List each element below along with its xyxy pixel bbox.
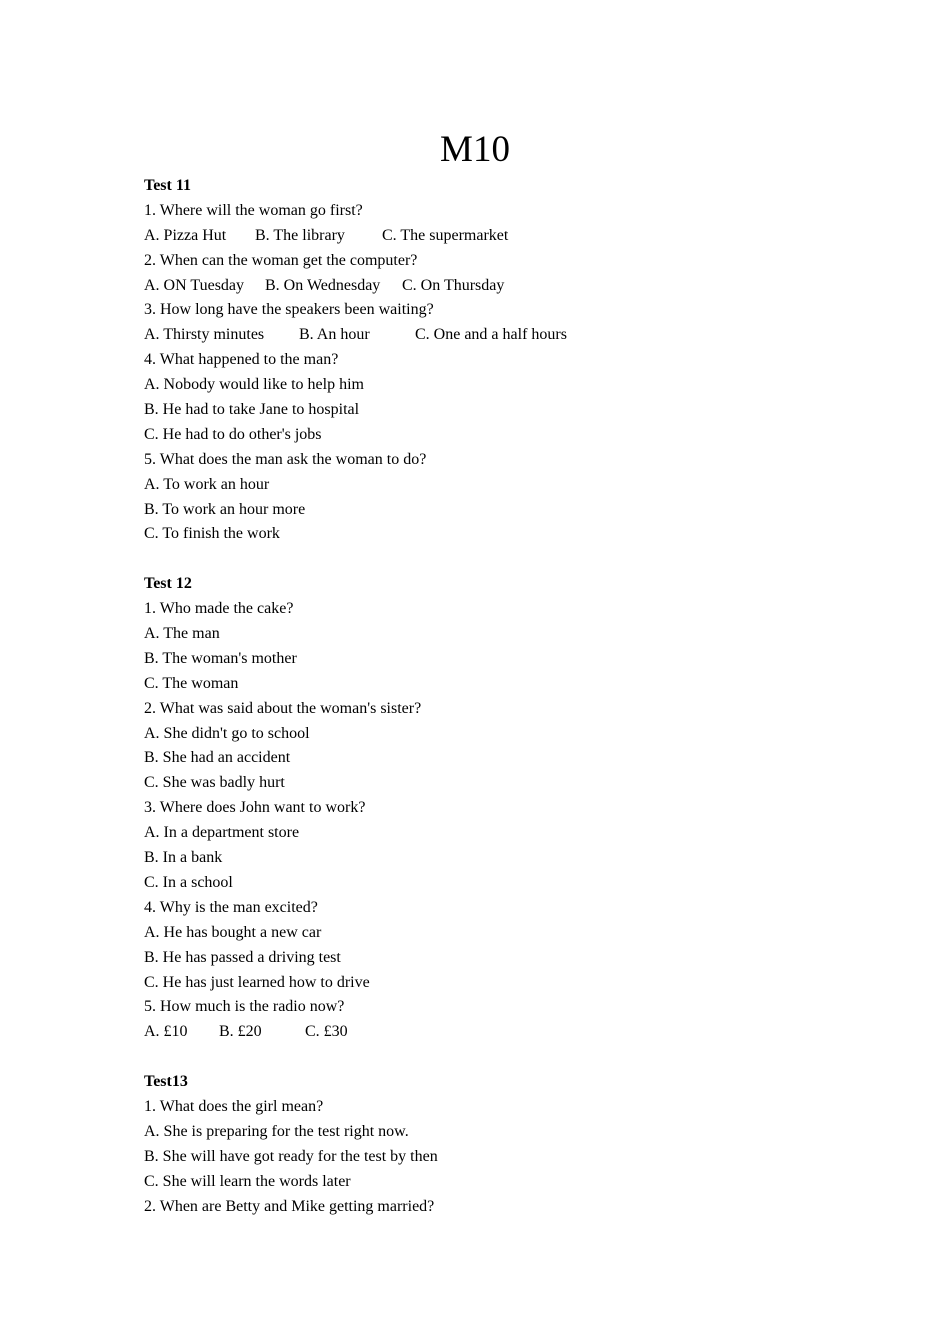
answer-options-row bbox=[144, 1020, 844, 1045]
answer-option: B. To work an hour more bbox=[144, 500, 306, 518]
answer-option: A. The man bbox=[144, 625, 220, 643]
answer-option: B. In a bank bbox=[144, 849, 223, 867]
answer-option: A. Pizza Hut bbox=[144, 226, 227, 244]
question-text: 5. What does the man ask the woman to do? bbox=[144, 450, 427, 468]
answer-option: C. He has just learned how to drive bbox=[144, 973, 370, 991]
blank-line bbox=[144, 547, 844, 572]
answer-option: A. Thirsty minutes bbox=[144, 326, 265, 344]
answer-option: A. She is preparing for the test right now. bbox=[144, 1122, 409, 1140]
question-text: 5. How much is the radio now? bbox=[144, 998, 345, 1016]
question-text: 2. When are Betty and Mike getting married? bbox=[144, 1197, 435, 1215]
answer-option: B. The woman's mother bbox=[144, 649, 297, 667]
answer-option: A. She didn't go to school bbox=[144, 724, 310, 742]
question-text: 1. Where will the woman go first? bbox=[144, 201, 363, 219]
answer-option: B. An hour bbox=[299, 326, 370, 344]
answer-option: B. She had an accident bbox=[144, 749, 291, 767]
page-title: M10 bbox=[440, 129, 510, 170]
answer-option: C. One and a half hours bbox=[415, 326, 567, 344]
answer-options-row bbox=[144, 274, 844, 299]
answer-option: C. She will learn the words later bbox=[144, 1172, 351, 1190]
answer-option: B. He had to take Jane to hospital bbox=[144, 401, 360, 419]
answer-option: C. She was badly hurt bbox=[144, 774, 285, 792]
section-heading: Test 11 bbox=[144, 177, 191, 194]
answer-option: A. In a department store bbox=[144, 824, 300, 842]
answer-option: C. On Thursday bbox=[402, 276, 505, 294]
answer-options-row bbox=[144, 224, 844, 249]
answer-option: C. He had to do other's jobs bbox=[144, 425, 322, 443]
answer-option: A. He has bought a new car bbox=[144, 923, 322, 941]
blank-line bbox=[144, 1045, 844, 1070]
question-text: 2. What was said about the woman's sister? bbox=[144, 699, 422, 717]
answer-option: A. ON Tuesday bbox=[144, 276, 245, 294]
answer-option: B. £20 bbox=[219, 1023, 262, 1041]
answer-option: C. The woman bbox=[144, 674, 239, 692]
answer-options-row bbox=[144, 323, 844, 348]
answer-option: A. To work an hour bbox=[144, 475, 270, 493]
answer-option: A. Nobody would like to help him bbox=[144, 376, 364, 394]
question-text: 2. When can the woman get the computer? bbox=[144, 251, 418, 269]
question-text: 3. How long have the speakers been waiting? bbox=[144, 301, 434, 319]
answer-option: B. He has passed a driving test bbox=[144, 948, 341, 966]
answer-option: B. The library bbox=[255, 226, 345, 244]
answer-option: B. On Wednesday bbox=[265, 276, 381, 294]
question-text: 4. What happened to the man? bbox=[144, 351, 339, 369]
question-text: 4. Why is the man excited? bbox=[144, 898, 318, 916]
answer-option: C. The supermarket bbox=[382, 226, 509, 244]
question-text: 1. What does the girl mean? bbox=[144, 1097, 324, 1115]
answer-option: B. She will have got ready for the test by then bbox=[144, 1147, 438, 1165]
section-heading: Test13 bbox=[144, 1073, 188, 1091]
answer-option: C. To finish the work bbox=[144, 525, 280, 543]
question-text: 3. Where does John want to work? bbox=[144, 799, 366, 817]
answer-option: C. In a school bbox=[144, 873, 233, 891]
document-body bbox=[144, 174, 844, 1219]
section-heading: Test 12 bbox=[144, 575, 192, 593]
answer-option: C. £30 bbox=[305, 1023, 348, 1041]
question-text: 1. Who made the cake? bbox=[144, 600, 294, 618]
answer-option: A. £10 bbox=[144, 1023, 188, 1041]
